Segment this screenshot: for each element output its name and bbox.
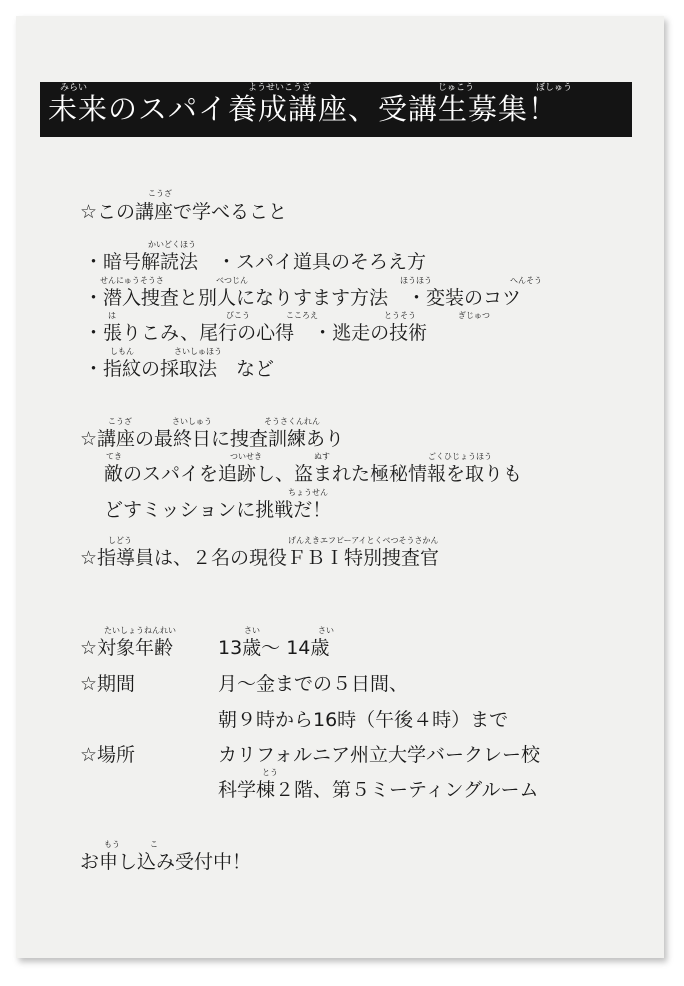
place-value: 科学棟２階、第５ミーティングルーム — [218, 779, 539, 801]
ruby-text: そうさくんれん — [264, 417, 320, 426]
ruby-text: へんそう — [510, 276, 542, 285]
age-label: ☆対象年齢 — [80, 637, 174, 659]
ruby-text: しどう — [108, 536, 132, 545]
ruby-text: かいどくほう — [148, 240, 196, 249]
title-ruby: ぼしゅう — [536, 83, 573, 93]
footer-line: お申し込み受付中！ — [80, 851, 252, 873]
learn-item: ・指紋の採取法 など — [84, 358, 275, 380]
ruby-text: とうそう — [384, 311, 416, 320]
ruby-text: ぎじゅつ — [458, 311, 490, 320]
ruby-text: しもん — [110, 347, 134, 356]
final-line: どすミッションに挑戦だ！ — [104, 499, 332, 521]
ruby-text: びこう — [226, 311, 250, 320]
place-value: カリフォルニア州立大学バークレー校 — [218, 744, 541, 766]
ruby-text: こうざ — [108, 417, 132, 426]
ruby-text: ついせき — [230, 452, 262, 461]
title-ruby: じゅこう — [438, 83, 475, 93]
ruby-text: げんえきエフビーアイとくべつそうさかん — [288, 536, 439, 545]
flyer-paper — [16, 16, 664, 958]
ruby-text: ごくひじょうほう — [428, 452, 492, 461]
period-value: 月～金までの５日間、 — [218, 673, 409, 695]
ruby-text: てき — [106, 452, 122, 461]
period-label: ☆期間 — [80, 673, 136, 695]
title-ruby: みらい — [60, 83, 88, 93]
period-value: 朝９時から16時（午後４時）まで — [218, 709, 509, 731]
ruby-text: もう — [104, 840, 120, 849]
age-value: 13歳～ 14歳 — [218, 637, 330, 659]
ruby-text: こうざ — [148, 189, 172, 198]
ruby-text: ぬす — [314, 452, 330, 461]
instructor-line: ☆指導員は、２名の現役ＦＢＩ特別捜査官 — [80, 547, 440, 569]
ruby-text: は — [108, 311, 116, 320]
ruby-text: こ — [150, 840, 158, 849]
ruby-text: べつじん — [216, 276, 248, 285]
ruby-text: とう — [262, 768, 278, 777]
ruby-text: こころえ — [286, 311, 318, 320]
ruby-text: さい — [244, 626, 260, 635]
title-ruby: ようせいこうざ — [248, 83, 312, 93]
ruby-text: さい — [318, 626, 334, 635]
ruby-text: ほうほう — [400, 276, 432, 285]
ruby-text: せんにゅうそうさ — [100, 276, 164, 285]
learn-item: ・潜入捜査と別人になりすます方法 ・変装のコツ — [84, 287, 522, 309]
learn-heading: ☆この講座で学べること — [80, 201, 288, 223]
page-title: 未来のスパイ養成講座、受講生募集！ — [48, 92, 559, 126]
ruby-text: ちょうせん — [288, 488, 328, 497]
learn-item: ・暗号解読法 ・スパイ道具のそろえ方 — [84, 251, 427, 273]
learn-item: ・張りこみ、尾行の心得 ・逃走の技術 — [84, 322, 428, 344]
ruby-text: さいしゅう — [172, 417, 212, 426]
ruby-text: たいしょうねんれい — [104, 626, 176, 635]
ruby-text: さいしゅほう — [174, 347, 222, 356]
final-heading: ☆講座の最終日に捜査訓練あり — [80, 428, 345, 450]
final-line: 敵のスパイを追跡し、盗まれた極秘情報を取りも — [104, 463, 523, 485]
place-label: ☆場所 — [80, 744, 136, 766]
